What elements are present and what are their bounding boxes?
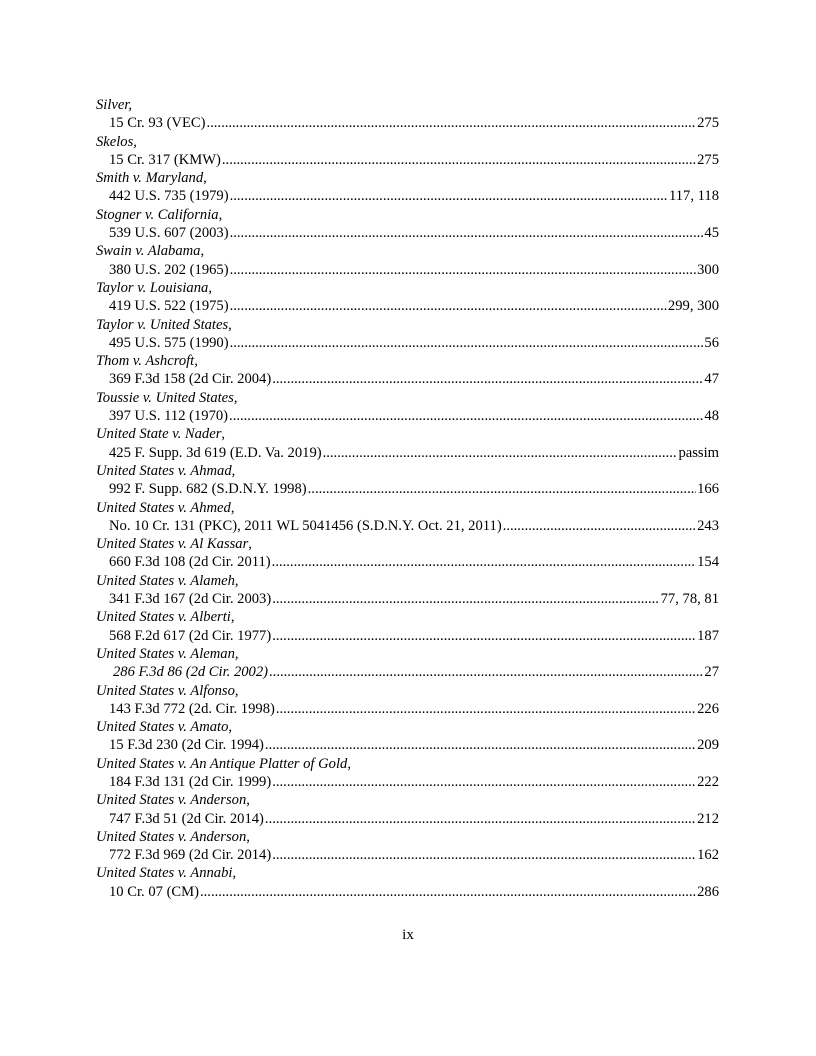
case-name-suffix: , <box>203 170 207 187</box>
dot-leader <box>272 627 696 645</box>
dot-leader <box>272 370 703 388</box>
page-references: 77, 78, 81 <box>660 591 719 608</box>
page-references: 47 <box>704 371 719 388</box>
authority-entry <box>96 755 719 792</box>
citation: No. 10 Cr. 131 (PKC), 2011 WL 5041456 (S.D.N.Y. Oct. 21, 2011) <box>109 517 502 534</box>
citation-line <box>96 883 719 901</box>
case-name: Thom v. Ashcroft <box>96 353 195 370</box>
authority-entry <box>96 572 719 609</box>
page-references: passim <box>678 444 719 461</box>
case-name-suffix: , <box>248 536 252 553</box>
page-references: 154 <box>697 554 719 571</box>
citation-line <box>96 590 719 608</box>
case-name: United States v. Aleman, <box>96 645 239 662</box>
citation: 568 F.2d 617 (2d Cir. 1977) <box>109 627 272 644</box>
citation-line <box>96 187 719 205</box>
case-name: United States v. Alberti <box>96 609 231 626</box>
authority-entry <box>96 316 719 353</box>
citation: 772 F.3d 969 (2d Cir. 2014) <box>109 847 272 864</box>
case-name: Taylor v. United States <box>96 316 229 333</box>
page-references: 222 <box>697 773 719 790</box>
citation: 15 Cr. 93 (VEC) <box>109 115 206 132</box>
dot-leader <box>272 553 696 571</box>
case-name-suffix: , <box>246 828 250 845</box>
citation-line <box>96 663 719 681</box>
dot-leader <box>269 663 703 681</box>
authority-entry <box>96 242 719 279</box>
authority-entry <box>96 206 719 243</box>
case-name: Taylor v. Louisiana <box>96 279 209 296</box>
dot-leader <box>230 261 697 279</box>
case-name-suffix: , <box>221 426 226 443</box>
case-name: United States v. Ahmad <box>96 462 232 479</box>
case-name-suffix: , <box>230 499 235 516</box>
citation-line <box>96 517 719 535</box>
case-name-line <box>96 645 719 663</box>
case-name-suffix: , <box>194 353 198 370</box>
case-name-suffix: , <box>234 682 239 699</box>
case-name-line <box>96 133 719 151</box>
citation: 10 Cr. 07 (CM) <box>109 883 199 900</box>
citation-line <box>96 846 719 864</box>
case-name-suffix: , <box>231 462 236 479</box>
citation: 747 F.3d 51 (2d Cir. 2014) <box>109 810 264 827</box>
authority-entry <box>96 645 719 682</box>
page-references: 187 <box>697 627 719 644</box>
authority-entry <box>96 389 719 426</box>
case-name: United State v. Nader <box>96 426 222 443</box>
page-references: 275 <box>697 151 719 168</box>
case-name-line <box>96 535 719 553</box>
dot-leader <box>272 590 659 608</box>
page-number: ix <box>402 927 414 943</box>
citation: 341 F.3d 167 (2d Cir. 2003) <box>109 591 272 608</box>
case-name-line <box>96 462 719 480</box>
case-name-suffix: , <box>234 572 239 589</box>
case-name: United States v. An Antique Platter of Gold <box>96 755 348 772</box>
authority-entry <box>96 608 719 645</box>
authority-entry <box>96 718 719 755</box>
case-name-line <box>96 316 719 334</box>
case-name: Swain v. Alabama <box>96 243 201 260</box>
citation: 419 U.S. 522 (1975) <box>109 298 229 315</box>
page-references: 299, 300 <box>667 298 719 315</box>
page-references: 117, 118 <box>669 188 719 205</box>
case-name-line <box>96 206 719 224</box>
case-name-suffix: , <box>218 206 223 223</box>
dot-leader <box>272 773 696 791</box>
page-references: 48 <box>704 408 719 425</box>
dot-leader <box>230 297 667 315</box>
case-name-line <box>96 96 719 114</box>
case-name-line <box>96 755 719 773</box>
case-name: Stogner v. California <box>96 206 219 223</box>
case-name: United States v. Al Kassar <box>96 536 249 553</box>
authority-entry <box>96 828 719 865</box>
citation: 495 U.S. 575 (1990) <box>109 334 229 351</box>
citation-line <box>96 627 719 645</box>
citation-line <box>96 261 719 279</box>
page-references: 166 <box>697 481 719 498</box>
case-name: United States v. Alameh <box>96 572 235 589</box>
case-name: United States v. Anderson <box>96 828 247 845</box>
authority-entry <box>96 425 719 462</box>
case-name-suffix: , <box>347 755 351 772</box>
dot-leader <box>323 444 678 462</box>
page-references: 27 <box>704 664 719 681</box>
citation-line <box>96 773 719 791</box>
authority-entry <box>96 169 719 206</box>
dot-leader <box>265 736 696 754</box>
citation-line <box>96 370 719 388</box>
case-name: Toussie v. United States <box>96 389 234 406</box>
case-name-line <box>96 682 719 700</box>
case-name-line <box>96 499 719 517</box>
dot-leader <box>230 334 704 352</box>
citation-line <box>96 224 719 242</box>
authority-entry <box>96 499 719 536</box>
citation-line <box>96 151 719 169</box>
citation: 442 U.S. 735 (1979) <box>109 188 229 205</box>
authority-entry <box>96 864 719 901</box>
page-references: 275 <box>697 115 719 132</box>
case-name: Skelos, <box>96 133 137 150</box>
dot-leader <box>272 846 696 864</box>
case-name-line <box>96 352 719 370</box>
page-references: 226 <box>697 700 719 717</box>
case-name: United States v. Annabi, <box>96 865 237 882</box>
citation-line <box>96 700 719 718</box>
authority-entry <box>96 96 719 133</box>
citation: 15 Cr. 317 (KMW) <box>109 151 221 168</box>
citation: 286 F.3d 86 (2d Cir. 2002) <box>113 664 269 681</box>
case-name-line <box>96 828 719 846</box>
case-name-suffix: , <box>228 316 232 333</box>
case-name: Smith v. Maryland <box>96 170 204 187</box>
citation-line <box>96 444 719 462</box>
page-references: 286 <box>697 883 719 900</box>
authority-entry <box>96 133 719 170</box>
citation: 380 U.S. 202 (1965) <box>109 261 229 278</box>
dot-leader <box>308 480 696 498</box>
citation: 15 F.3d 230 (2d Cir. 1994) <box>109 737 264 754</box>
case-name-suffix: , <box>228 719 233 736</box>
case-name-line <box>96 608 719 626</box>
dot-leader <box>230 187 668 205</box>
citation: 143 F.3d 772 (2d. Cir. 1998) <box>109 700 275 717</box>
case-name-suffix: , <box>246 792 250 809</box>
case-name-line <box>96 169 719 187</box>
page-references: 45 <box>704 225 719 242</box>
case-name-line <box>96 791 719 809</box>
dot-leader <box>200 883 696 901</box>
case-name-line <box>96 718 719 736</box>
citation: 369 F.3d 158 (2d Cir. 2004) <box>109 371 272 388</box>
citation-line <box>96 480 719 498</box>
dot-leader <box>276 700 696 718</box>
case-name-line <box>96 279 719 297</box>
authority-entry <box>96 462 719 499</box>
authority-entry <box>96 682 719 719</box>
authority-entry <box>96 791 719 828</box>
dot-leader <box>229 407 703 425</box>
case-name: United States v. Amato <box>96 719 229 736</box>
case-name-suffix: , <box>208 279 212 296</box>
citation: 397 U.S. 112 (1970) <box>109 408 229 425</box>
case-name-line <box>96 242 719 260</box>
citation: 184 F.3d 131 (2d Cir. 1999) <box>109 773 272 790</box>
citation-line <box>96 810 719 828</box>
dot-leader <box>265 810 696 828</box>
case-name-line <box>96 864 719 882</box>
dot-leader <box>503 517 696 535</box>
page-references: 209 <box>697 737 719 754</box>
citation: 992 F. Supp. 682 (S.D.N.Y. 1998) <box>109 481 307 498</box>
page-references: 300 <box>697 261 719 278</box>
case-name: United States v. Alfonso <box>96 682 235 699</box>
citation-line <box>96 297 719 315</box>
dot-leader <box>230 224 704 242</box>
citation-line <box>96 334 719 352</box>
citation-line <box>96 407 719 425</box>
citation-line <box>96 114 719 132</box>
case-name-line <box>96 425 719 443</box>
citation-line <box>96 736 719 754</box>
citation-line <box>96 553 719 571</box>
case-name-suffix: , <box>200 243 205 260</box>
page-references: 243 <box>697 517 719 534</box>
citation: 425 F. Supp. 3d 619 (E.D. Va. 2019) <box>109 444 322 461</box>
citation: 660 F.3d 108 (2d Cir. 2011) <box>109 554 271 571</box>
case-name-line <box>96 389 719 407</box>
authority-entry <box>96 279 719 316</box>
case-name-line <box>96 572 719 590</box>
page-references: 56 <box>704 334 719 351</box>
authority-entry <box>96 352 719 389</box>
case-name-suffix: , <box>233 389 238 406</box>
dot-leader <box>206 114 696 132</box>
case-name-suffix: , <box>230 609 235 626</box>
dot-leader <box>222 151 696 169</box>
page-references: 212 <box>697 810 719 827</box>
case-name: United States v. Ahmed <box>96 499 231 516</box>
citation: 539 U.S. 607 (2003) <box>109 225 229 242</box>
case-name: United States v. Anderson <box>96 792 247 809</box>
authority-entry <box>96 535 719 572</box>
page-references: 162 <box>697 847 719 864</box>
case-name: Silver, <box>96 97 133 113</box>
table-of-authorities <box>96 96 719 901</box>
